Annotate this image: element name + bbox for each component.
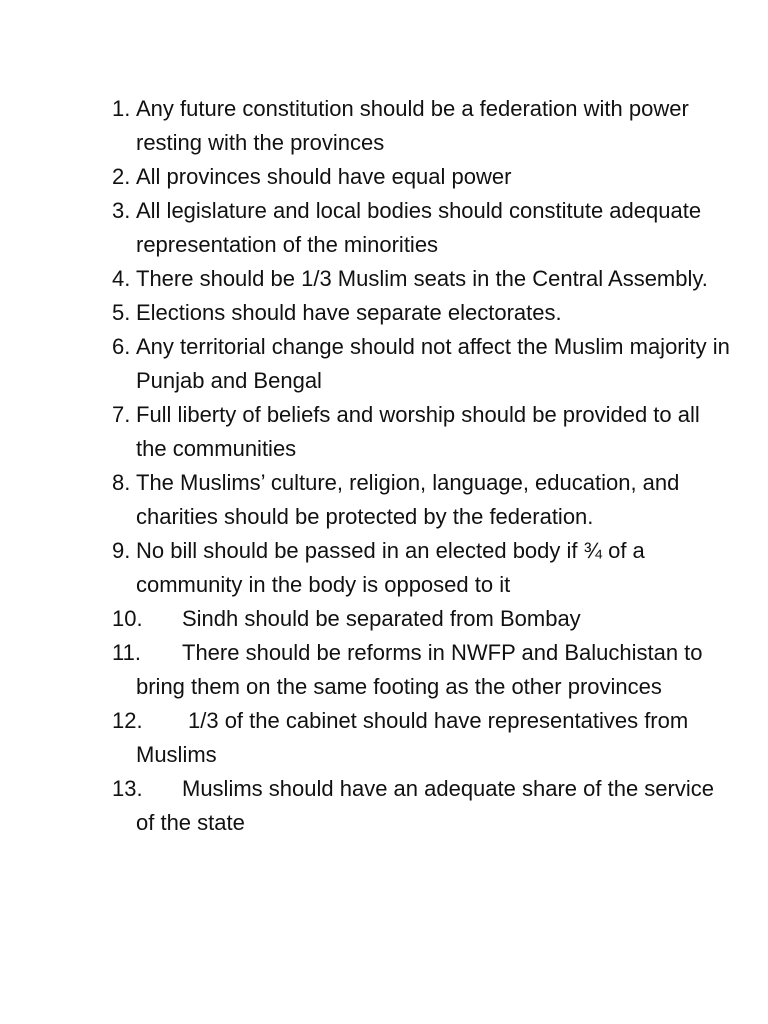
list-item	[112, 534, 732, 602]
item-text: All legislature and local bodies should constitute adequate representation of the minorities	[136, 198, 702, 257]
item-number: 3.	[112, 198, 131, 223]
item-number: 7.	[112, 402, 131, 427]
item-text: There should be 1/3 Muslim seats in the Central Assembly.	[136, 266, 708, 291]
item-number: 9.	[112, 538, 131, 563]
item-number: 6.	[112, 334, 131, 359]
list-item	[112, 262, 732, 296]
list-item	[112, 466, 732, 534]
list-item	[112, 602, 732, 636]
list-item	[112, 398, 732, 466]
item-number: 5.	[112, 300, 131, 325]
item-number: 8.	[112, 470, 131, 495]
demands-list	[112, 92, 732, 840]
list-item	[112, 296, 732, 330]
list-item	[112, 330, 732, 398]
item-text: All provinces should have equal power	[136, 164, 512, 189]
item-text: No bill should be passed in an elected body if ¾ of a community in the body is opposed to it	[136, 538, 645, 597]
item-text: Full liberty of beliefs and worship should be provided to all the communities	[136, 402, 700, 461]
item-text: The Muslims’ culture, religion, language, education, and charities should be protected by the federation.	[136, 470, 680, 529]
list-item	[112, 636, 732, 704]
item-number: 12.	[112, 708, 143, 733]
item-number: 13.	[112, 776, 143, 801]
item-number: 10.	[112, 606, 143, 631]
item-text: There should be reforms in NWFP and Baluchistan to bring them on the same footing as the other provinces	[136, 640, 703, 699]
list-item	[112, 160, 732, 194]
item-text: 1/3 of the cabinet should have representatives from Muslims	[136, 708, 689, 767]
list-item	[112, 772, 732, 840]
item-text: Any future constitution should be a federation with power resting with the provinces	[136, 96, 689, 155]
list-item	[112, 194, 732, 262]
item-number: 11.	[112, 640, 141, 665]
item-number: 4.	[112, 266, 131, 291]
item-text: Any territorial change should not affect the Muslim majority in Punjab and Bengal	[136, 334, 730, 393]
item-number: 1.	[112, 96, 131, 121]
list-item	[112, 704, 732, 772]
list-item	[112, 92, 732, 160]
item-number: 2.	[112, 164, 131, 189]
item-text: Muslims should have an adequate share of the service of the state	[136, 776, 714, 835]
item-text: Elections should have separate electorates.	[136, 300, 562, 325]
item-text: Sindh should be separated from Bombay	[182, 606, 581, 631]
